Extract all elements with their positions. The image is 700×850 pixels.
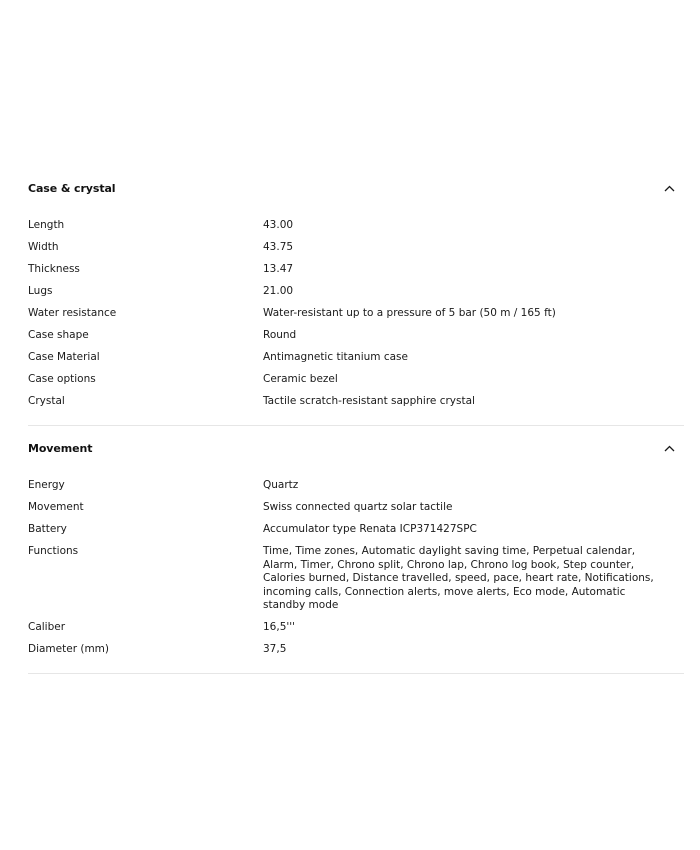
spec-label: Crystal [28,395,65,408]
spec-row-length [28,215,684,237]
spec-label: Case options [28,373,96,386]
spec-label: Case Material [28,351,100,364]
spec-row-width [28,237,684,259]
spec-row-functions [28,541,684,617]
spec-label: Diameter (mm) [28,642,110,655]
spec-value: 16,5''' [263,620,296,633]
spec-label: Thickness [28,263,80,276]
spec-label: Length [28,219,65,232]
spec-value: 37,5 [263,642,287,655]
spec-value: Water-resistant up to a pressure of 5 bar (50 m / 165 ft) [263,307,556,320]
spec-row-crystal [28,391,684,413]
specifications-panel [28,166,684,674]
section-header-movement[interactable] [28,426,684,470]
spec-label: Case shape [28,329,89,342]
spec-row-caliber [28,617,684,639]
spec-value: 43.00 [263,219,294,232]
spec-value: Antimagnetic titanium case [263,351,408,364]
spec-row-diameter [28,639,684,661]
section-movement [28,426,684,674]
spec-label: Functions [28,545,79,558]
spec-rows [28,470,684,673]
spec-row-energy [28,475,684,497]
spec-row-case-material [28,347,684,369]
chevron-up-icon[interactable] [662,441,676,455]
spec-label: Width [28,241,59,254]
chevron-up-icon[interactable] [662,181,676,195]
spec-label: Caliber [28,620,66,633]
spec-value: 21.00 [263,285,294,298]
spec-value: Swiss connected quartz solar tactile [263,501,453,514]
section-title: Movement [28,441,93,455]
spec-label: Lugs [28,285,53,298]
section-title: Case & crystal [28,181,116,195]
spec-value: Quartz [263,479,299,492]
spec-value: Time, Time zones, Automatic daylight saving time, Perpetual calendar, Alarm, Timer, Chrono split, Chrono lap, Chrono log book, Step counter, Calories burned, Distance travelled, speed, pace, heart rate, Notifications, incoming calls, Connection alerts, move alerts, Eco mode, Automatic standby mode [263,545,654,611]
spec-label: Movement [28,501,84,514]
spec-label: Water resistance [28,307,117,320]
spec-label: Battery [28,523,67,536]
spec-row-movement [28,497,684,519]
spec-value: Round [263,329,297,342]
spec-value: Ceramic bezel [263,373,338,386]
spec-row-case-shape [28,325,684,347]
section-header-case-crystal[interactable] [28,166,684,210]
spec-row-lugs [28,281,684,303]
spec-value: Tactile scratch-resistant sapphire crystal [263,395,475,408]
section-case-crystal [28,166,684,426]
spec-row-water-resistance [28,303,684,325]
spec-rows [28,210,684,425]
spec-value: 13.47 [263,263,294,276]
spec-row-case-options [28,369,684,391]
spec-row-thickness [28,259,684,281]
spec-value: 43.75 [263,241,294,254]
spec-label: Energy [28,479,65,492]
spec-row-battery [28,519,684,541]
spec-value: Accumulator type Renata ICP371427SPC [263,523,477,536]
